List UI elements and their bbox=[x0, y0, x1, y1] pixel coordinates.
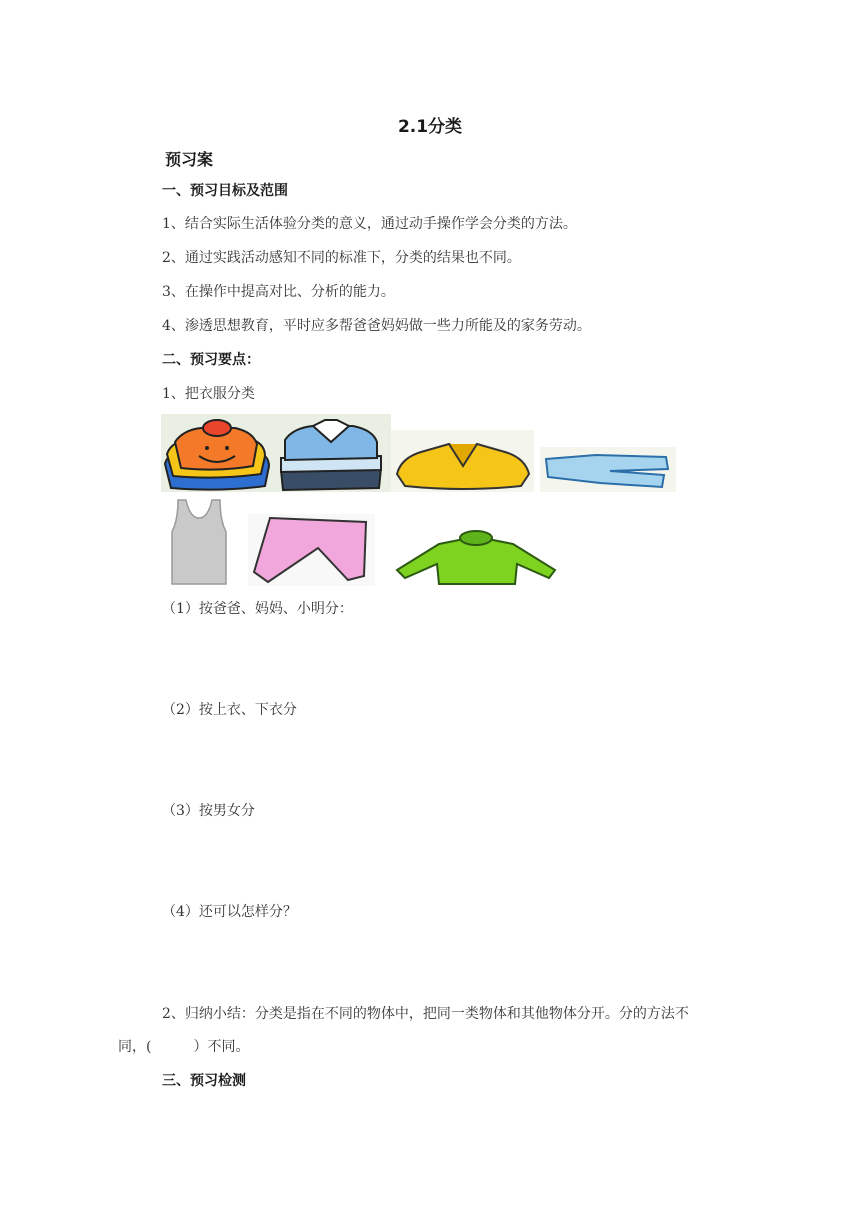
blue-shirt-stack-image bbox=[273, 414, 391, 492]
orange-sweater-stack-image bbox=[161, 414, 273, 492]
task-clothes-classify: 1、把衣服分类 bbox=[162, 386, 255, 402]
goal-item: 2、通过实践活动感知不同的标准下，分类的结果也不同。 bbox=[162, 250, 521, 266]
section2-heading: 二、预习要点： bbox=[162, 352, 260, 368]
question-2: （2）按上衣、下衣分 bbox=[162, 702, 297, 718]
yellow-jacket-image bbox=[391, 430, 534, 492]
goal-item: 1、结合实际生活体验分类的意义，通过动手操作学会分类的方法。 bbox=[162, 216, 577, 232]
section1-heading: 一、预习目标及范围 bbox=[162, 183, 288, 199]
goal-item: 4、渗透思想教育，平时应多帮爸爸妈妈做一些力所能及的家务劳动。 bbox=[162, 318, 591, 334]
page-title: 2.1分类 bbox=[397, 117, 463, 137]
question-3: （3）按男女分 bbox=[162, 803, 255, 819]
summary-line-1: 2、归纳小结：分类是指在不同的物体中，把同一类物体和其他物体分开。分的方法不 bbox=[162, 1006, 689, 1022]
green-sweater-image bbox=[389, 526, 563, 588]
question-1: （1）按爸爸、妈妈、小明分： bbox=[162, 601, 353, 617]
subtitle: 预习案 bbox=[165, 150, 214, 169]
blue-jeans-image bbox=[540, 447, 676, 492]
pink-pants-image bbox=[248, 514, 375, 586]
tank-top-image bbox=[164, 498, 234, 586]
section3-heading: 三、预习检测 bbox=[162, 1073, 246, 1089]
summary-line-2: 同，( ）不同。 bbox=[118, 1039, 250, 1055]
question-4: （4）还可以怎样分？ bbox=[162, 904, 297, 920]
goal-item: 3、在操作中提高对比、分析的能力。 bbox=[162, 284, 395, 300]
